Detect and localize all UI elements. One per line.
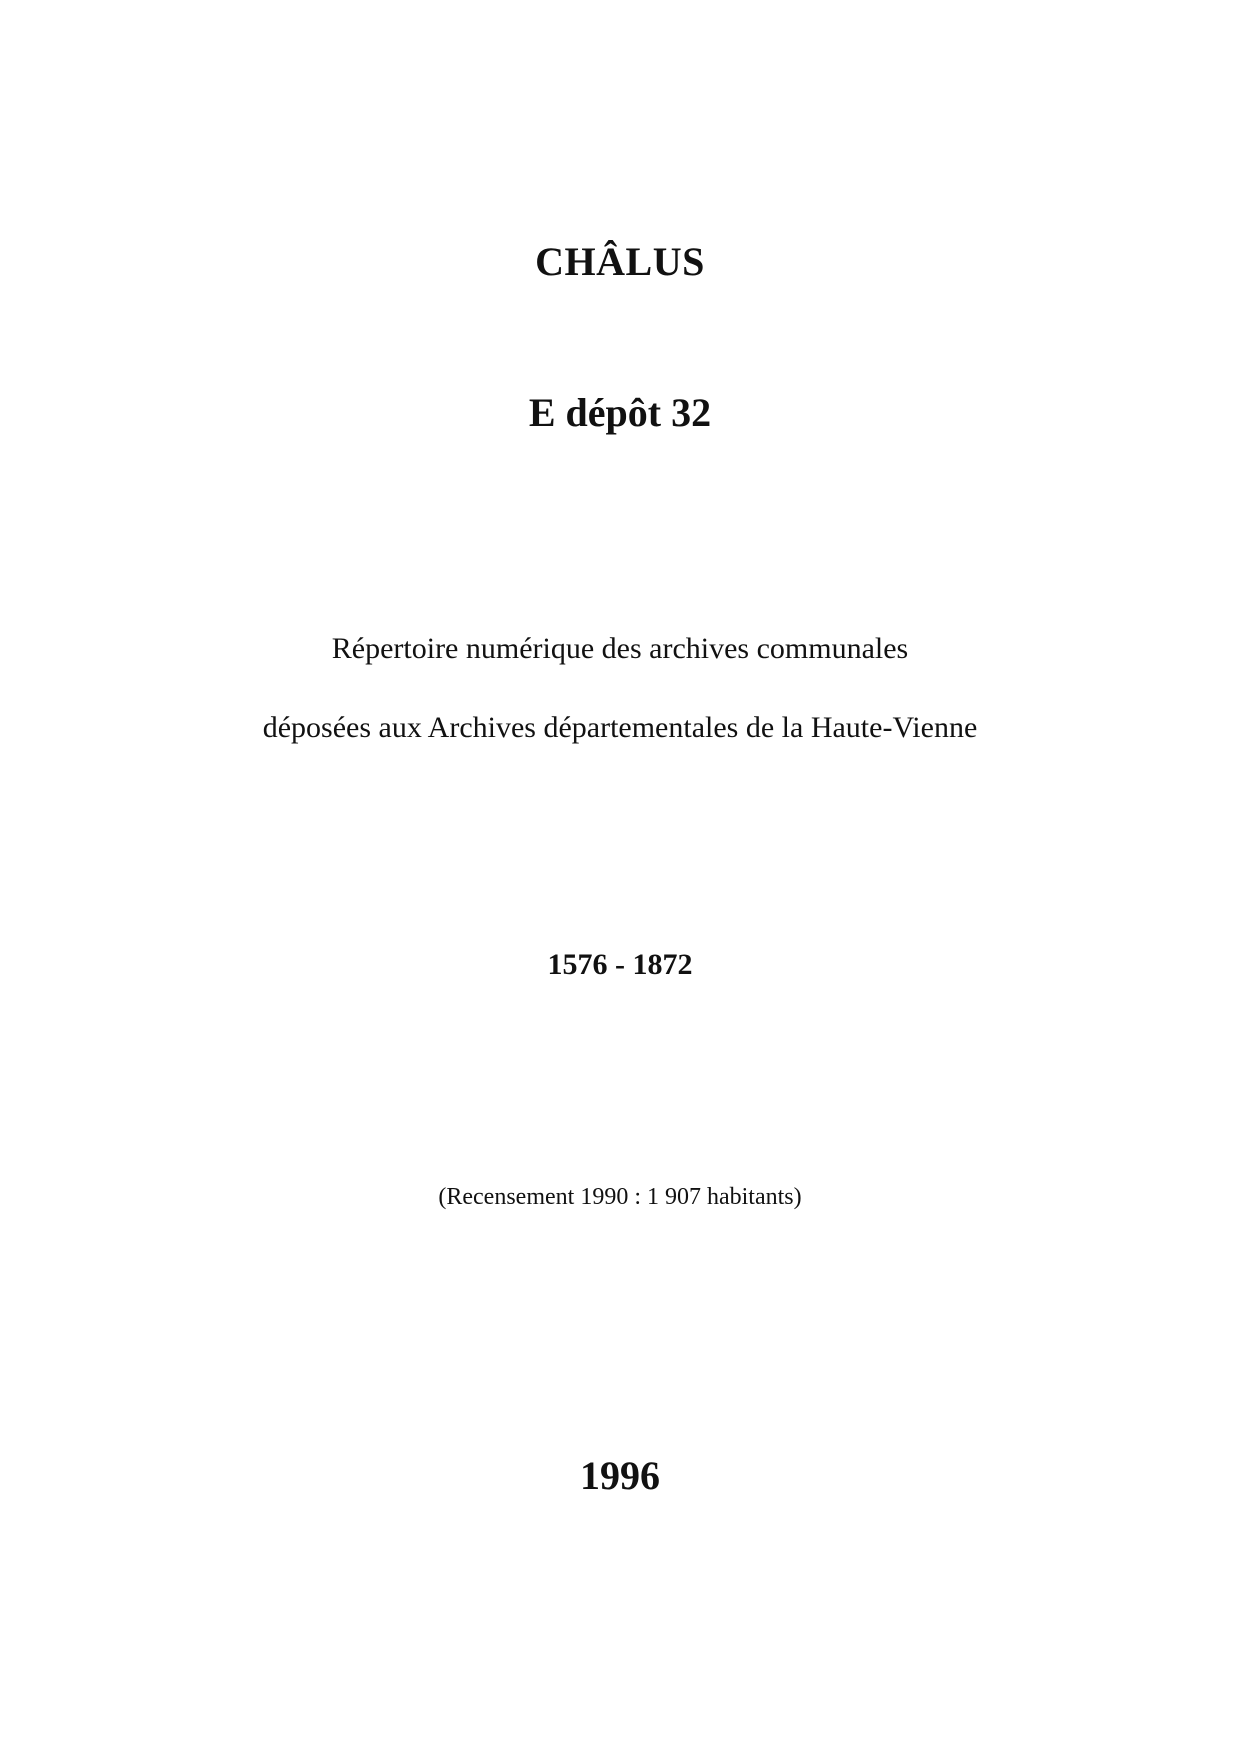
subtitle-line-1: Répertoire numérique des archives communales: [331, 632, 909, 665]
archive-reference: E dépôt 32: [528, 390, 712, 435]
date-range: 1576 - 1872: [547, 948, 693, 981]
census-note: (Recensement 1990 : 1 907 habitants): [438, 1184, 802, 1210]
publication-year: 1996: [580, 1453, 660, 1498]
subtitle-line-2: déposées aux Archives départementales de la Haute-Vienne: [262, 711, 978, 744]
page-title: CHÂLUS: [535, 239, 705, 284]
